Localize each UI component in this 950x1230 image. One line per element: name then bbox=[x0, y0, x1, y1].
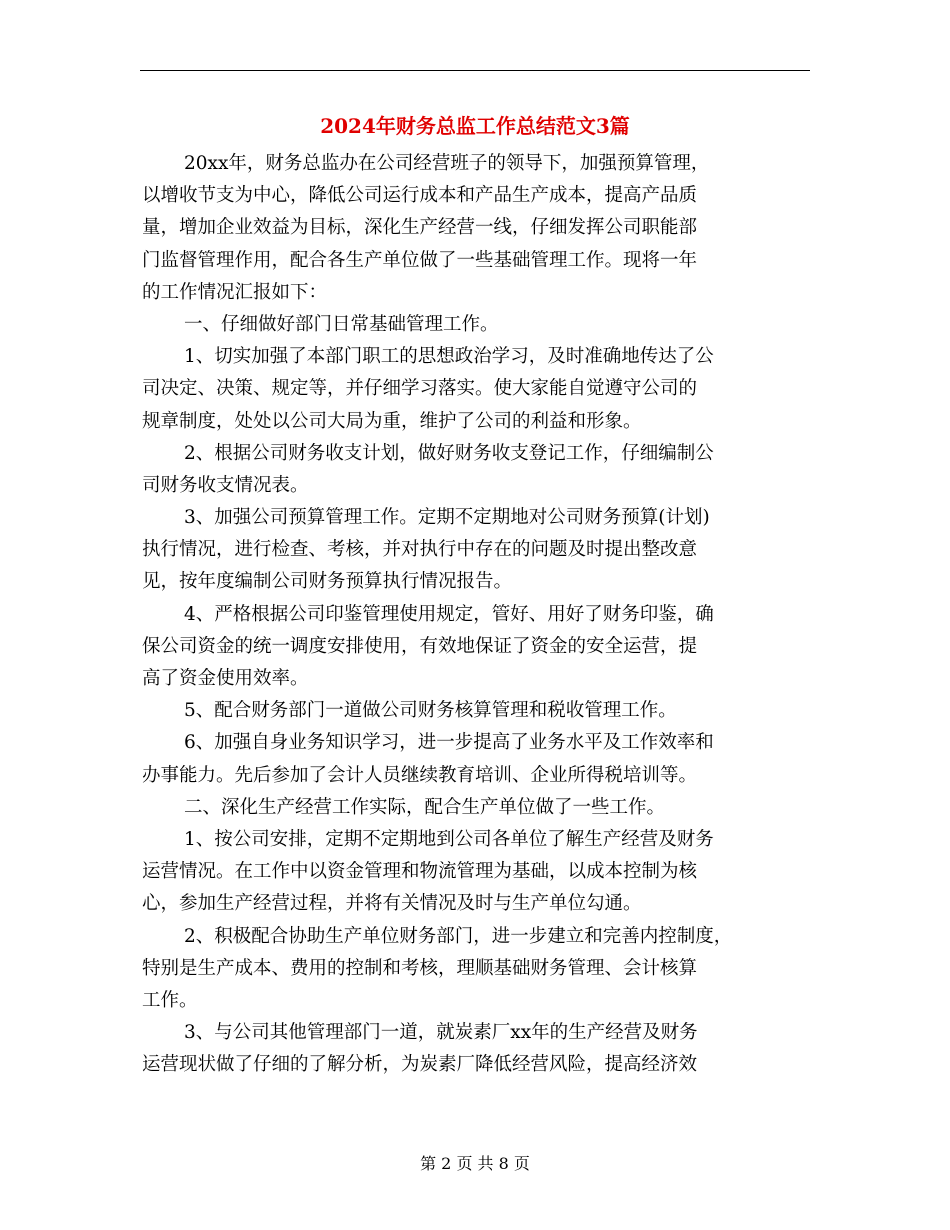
text-line: 见，按年度编制公司财务预算执行情况报告。 bbox=[142, 571, 513, 593]
text-line: 1、切实加强了本部门职工的思想政治学习，及时准确地传达了公 bbox=[184, 346, 714, 368]
header-rule bbox=[140, 70, 810, 71]
text-line: 4、严格根据公司印鉴管理使用规定，管好、用好了财务印鉴，确 bbox=[184, 603, 714, 625]
text-line: 执行情况，进行检查、考核，并对执行中存在的问题及时提出整改意 bbox=[142, 539, 698, 561]
text-line: 运营情况。在工作中以资金管理和物流管理为基础，以成本控制为核 bbox=[142, 861, 698, 883]
text-line: 20xx年，财务总监办在公司经营班子的领导下，加强预算管理， bbox=[184, 153, 710, 174]
text-line: 3、与公司其他管理部门一道，就炭素厂xx年的生产经营及财务 bbox=[184, 1022, 698, 1044]
text-line: 门监督管理作用，配合各生产单位做了一些基础管理工作。现将一年 bbox=[142, 249, 698, 271]
text-line: 特别是生产成本、费用的控制和考核，理顺基础财务管理、会计核算 bbox=[142, 957, 698, 979]
document-body bbox=[142, 148, 810, 1081]
page-footer: 第 2 页 共 8 页 bbox=[420, 1154, 530, 1173]
text-line: 5、配合财务部门一道做公司财务核算管理和税收管理工作。 bbox=[184, 700, 677, 722]
text-line: 3、加强公司预算管理工作。定期不定期地对公司财务预算(计划) bbox=[184, 507, 710, 529]
text-line: 6、加强自身业务知识学习，进一步提高了业务水平及工作效率和 bbox=[184, 732, 714, 754]
text-line: 规章制度，处处以公司大局为重，维护了公司的利益和形象。 bbox=[142, 410, 642, 432]
text-line: 2、积极配合协助生产单位财务部门，进一步建立和完善内控制度， bbox=[184, 925, 733, 947]
text-line: 高了资金使用效率。 bbox=[142, 668, 309, 689]
text-line: 办事能力。先后参加了会计人员继续教育培训、企业所得税培训等。 bbox=[142, 764, 698, 786]
text-line: 心，参加生产经营过程，并将有关情况及时与生产单位勾通。 bbox=[142, 893, 642, 915]
text-line: 一、仔细做好部门日常基础管理工作。 bbox=[184, 313, 499, 335]
text-line: 运营现状做了仔细的了解分析，为炭素厂降低经营风险，提高经济效 bbox=[142, 1054, 698, 1076]
text-line: 2、根据公司财务收支计划，做好财务收支登记工作，仔细编制公 bbox=[184, 442, 714, 464]
text-line: 以增收节支为中心，降低公司运行成本和产品生产成本，提高产品质 bbox=[142, 185, 698, 207]
text-line: 工作。 bbox=[142, 989, 198, 1011]
text-line: 量，增加企业效益为目标，深化生产经营一线，仔细发挥公司职能部 bbox=[142, 217, 698, 239]
text-line: 司决定、决策、规定等，并仔细学习落实。使大家能自觉遵守公司的 bbox=[142, 378, 698, 400]
document-title: 2024年财务总监工作总结范文3篇 bbox=[320, 114, 630, 138]
text-line: 保公司资金的统一调度安排使用，有效地保证了资金的安全运营，提 bbox=[142, 635, 698, 657]
text-line: 1、按公司安排，定期不定期地到公司各单位了解生产经营及财务 bbox=[184, 828, 714, 850]
text-line: 司财务收支情况表。 bbox=[142, 474, 309, 496]
text-line: 的工作情况汇报如下： bbox=[142, 281, 328, 303]
text-line: 二、深化生产经营工作实际，配合生产单位做了一些工作。 bbox=[184, 796, 666, 818]
